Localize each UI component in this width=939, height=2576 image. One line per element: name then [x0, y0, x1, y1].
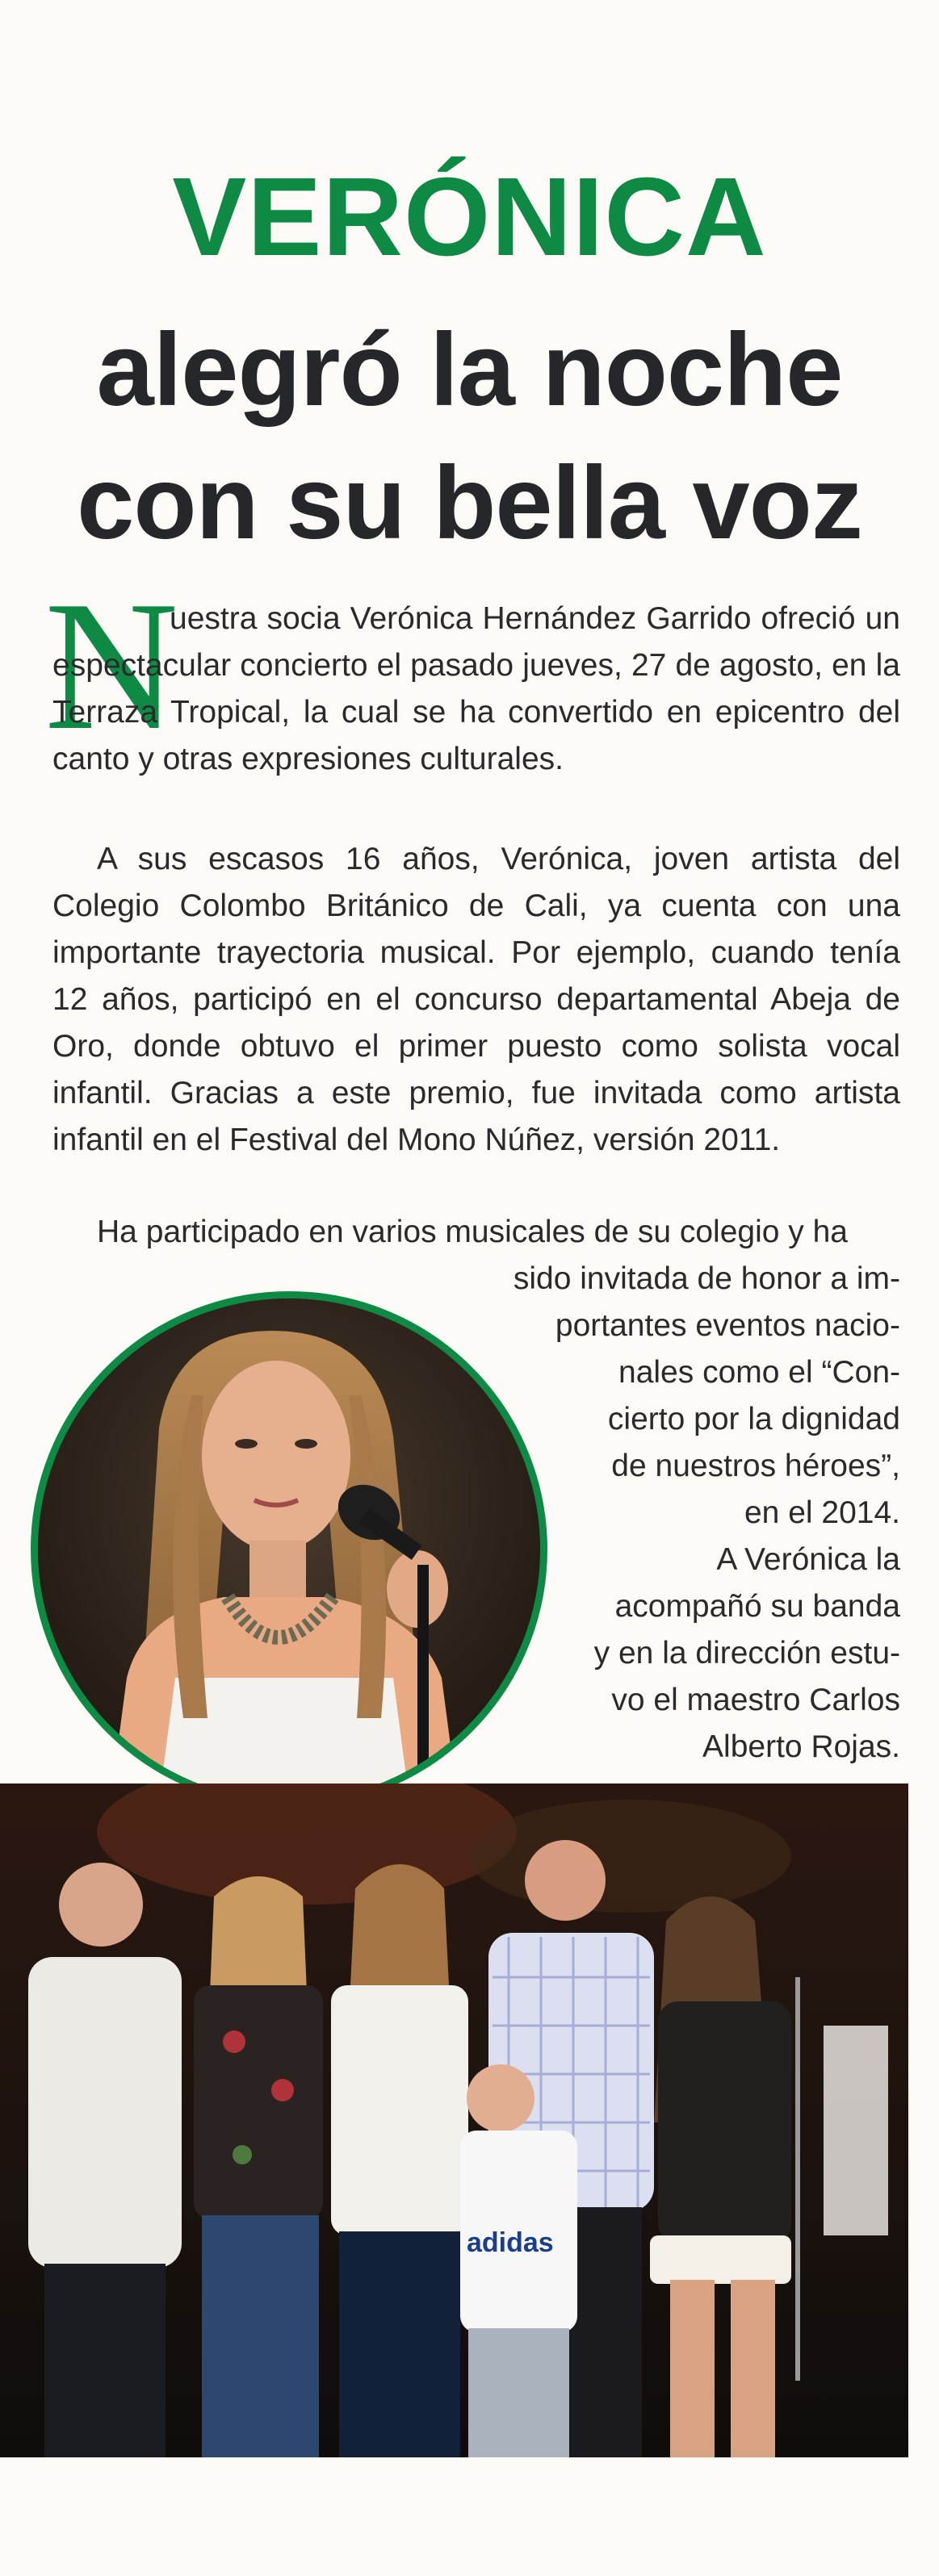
wrapped-line: sido invitada de honor a im-	[513, 1261, 900, 1296]
wrapped-line: de nuestros héroes”,	[611, 1449, 900, 1483]
wrapped-line: acompañó su banda	[614, 1589, 900, 1624]
paragraph-2: A sus escasos 16 años, Verónica, joven artista del Colegio Colombo Británico de Cali, ya cuenta con una importante trayectoria musical. Por ejemplo, cuando tenía 12 años, participó en el concurso departamental Abeja de Oro, donde obtuvo el primer puesto como solista vocal infantil. Gracias a este premio, fue invitada como artista infantil en el Festival del Mono Núñez, versión 2011.	[52, 842, 900, 1157]
portrait-illustration	[38, 1298, 540, 1800]
paragraph-1-text: uestra socia Verónica Hernández Garrido ofreció un espectacular concierto el pasado jueves, 27 de agosto, en la Terraza Tropical, la cual se ha convertido en epicentro del canto y otras expresiones culturales.	[52, 601, 900, 776]
drop-cap: N	[44, 562, 179, 768]
wrapped-line: en el 2014.	[744, 1495, 900, 1530]
wrapped-line: portantes eventos nacio-	[555, 1308, 900, 1343]
wrapped-line: A Verónica la	[716, 1542, 900, 1577]
wrapped-line: Alberto Rojas.	[702, 1729, 900, 1764]
group-illustration	[0, 1784, 908, 2457]
paragraph-3-first-line: Ha participado en varios musicales de su colegio y ha	[97, 1215, 849, 1249]
wrapped-line: nales como el “Con-	[618, 1355, 900, 1390]
paragraph-1	[52, 596, 900, 783]
wrapped-line: vo el maestro Carlos	[611, 1683, 900, 1717]
headline-line-3: con su bella voz	[77, 445, 862, 561]
headline-name: VERÓNICA	[172, 155, 767, 279]
wrapped-line: cierto por la dignidad	[607, 1402, 900, 1436]
portrait-photo	[31, 1291, 547, 1808]
group-photo	[0, 1784, 908, 2457]
wrapped-line: y en la dirección estu-	[593, 1636, 900, 1671]
headline-line-2: alegró la noche	[96, 312, 843, 428]
adidas-logo-text: adidas	[467, 2227, 554, 2258]
